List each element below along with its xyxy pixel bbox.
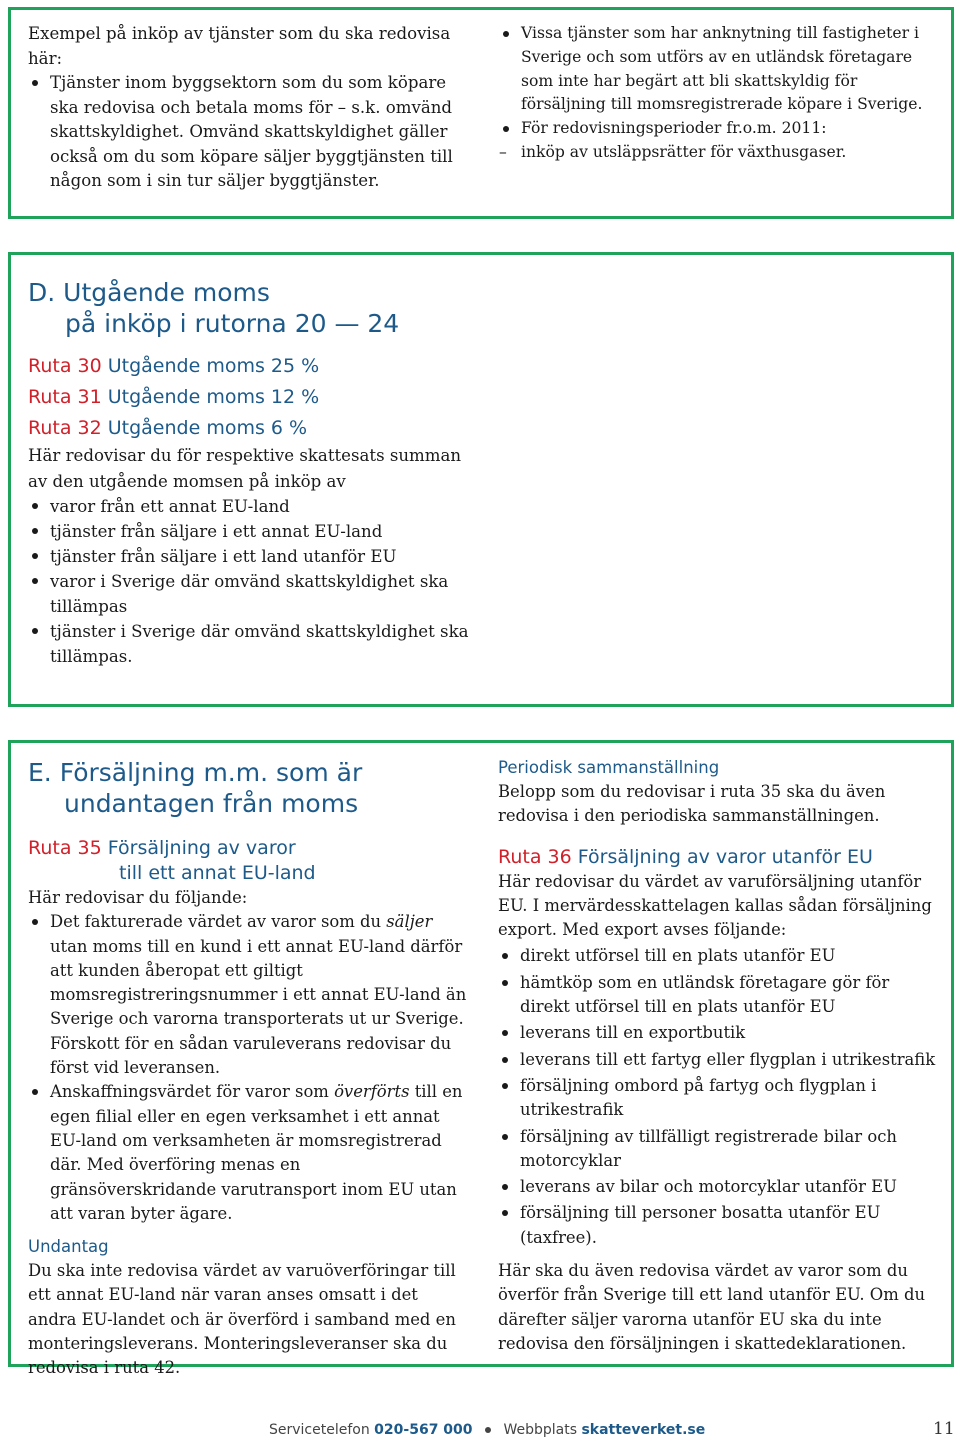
ruta-label: Utgående moms 25 %: [107, 355, 320, 377]
separator-dot-icon: [485, 1427, 491, 1433]
list-item: leverans av bilar och motorcyklar utanför EU: [498, 1175, 943, 1199]
examples-list: [28, 71, 468, 194]
dash-item: – inköp av utsläppsrätter för växthusgaser.: [499, 141, 944, 165]
ruta-number: Ruta 30: [28, 355, 102, 377]
ruta-label: Utgående moms 12 %: [107, 386, 320, 408]
examples-left-column: [28, 22, 468, 194]
section-letter: D.: [28, 278, 56, 307]
list-item: försäljning ombord på fartyg och flygplan i utrikestrafik: [498, 1074, 943, 1123]
section-letter: E.: [28, 758, 52, 787]
item-text: Det fakturerade värdet av varor som du: [50, 912, 387, 932]
list-item: varor i Sverige där omvänd skattskyldighet ska tillämpas: [28, 569, 478, 619]
section-d-title: [28, 277, 478, 339]
ruta-35-heading: [28, 836, 468, 886]
list-item: tjänster i Sverige där omvänd skattskyldighet ska tillämpas.: [28, 619, 478, 669]
ruta-31-heading: [28, 385, 478, 410]
page-number: 11: [933, 1419, 955, 1439]
list-item: [28, 1080, 468, 1226]
list-item: direkt utförsel till en plats utanför EU: [498, 944, 943, 968]
list-item: Vissa tjänster som har anknytning till fastigheter i Sverige och som utförs av en utländsk företagare som inte har begärt att bli skattskyldig för försäljning till momsregistrerade köpare i Sverige.: [499, 22, 944, 117]
section-d-intro: Här redovisar du för respektive skattesats summan av den utgående momsen på inköp av: [28, 446, 462, 491]
closing-text: Här ska du även redovisa värdet av varor som du överför från Sverige till ett land utanför EU. Om du därefter säljer varorna utanför EU ska du inte redovisa den försäljningen i skattedeklarationen.: [498, 1261, 926, 1353]
ruta-30-heading: [28, 354, 478, 379]
examples-intro: Exempel på inköp av tjänster som du ska redovisa här:: [28, 24, 451, 68]
item-text: till en egen filial eller en egen verksamhet i ett annat EU-land om verksamheten är momsregistrerad där. Med överföring menas en gränsöverskridande varutransport inom EU utan att varan byter ägare.: [50, 1082, 463, 1223]
section-e-right-column: [498, 756, 943, 1356]
section-title-line1: Försäljning m.m. som är: [59, 758, 363, 787]
item-text: Anskaffningsvärdet för varor som: [50, 1082, 335, 1102]
list-item: leverans till en exportbutik: [498, 1021, 943, 1045]
periodisk-text: Belopp som du redovisar i ruta 35 ska du även redovisa i den periodiska sammanställningen.: [498, 782, 886, 826]
ruta-label: till ett annat EU-land: [119, 862, 316, 884]
section-e-box: [8, 740, 954, 1378]
list-item: försäljning av tillfälligt registrerade bilar och motorcyklar: [498, 1125, 943, 1174]
list-item: leverans till ett fartyg eller flygplan i utrikestrafik: [498, 1048, 943, 1072]
item-emphasis: överförts: [334, 1082, 410, 1102]
service-label: Servicetelefon: [269, 1422, 370, 1438]
item-text: utan moms till en kund i ett annat EU-land därför att kunden åberopat ett giltigt momsregistreringsnummer i ett annat EU-land än Sverige och varorna transporterats ut ur Sverige. Förskott för en sådan varuleverans redovisar du först vid leveransen.: [50, 936, 467, 1078]
ruta-36-heading: [498, 845, 943, 870]
ruta-number: Ruta 32: [28, 417, 102, 439]
periodisk-heading: Periodisk sammanställning: [498, 758, 720, 777]
ruta-number: Ruta 35: [28, 837, 102, 859]
footer-contact: [269, 1422, 705, 1438]
web-site-link[interactable]: skatteverket.se: [581, 1422, 706, 1438]
item-emphasis: säljer: [386, 912, 433, 932]
list-item: [28, 910, 468, 1080]
list-item: För redovisningsperioder fr.o.m. 2011:: [499, 117, 944, 141]
ruta-number: Ruta 31: [28, 386, 102, 408]
ruta-label: Försäljning av varor: [107, 837, 296, 859]
ruta-number: Ruta 36: [498, 845, 572, 868]
list-item: försäljning till personer bosatta utanför EU (taxfree).: [498, 1201, 943, 1250]
ruta-36-intro: Här redovisar du värdet av varuförsäljning utanför EU. I mervärdesskattelagen kallas sådan försäljning export. Med export avses följande:: [498, 871, 932, 940]
examples-list-right: [499, 22, 944, 141]
section-title-line2: undantagen från moms: [64, 789, 359, 818]
ruta-32-heading: [28, 416, 478, 441]
section-d-content: [28, 277, 478, 669]
section-e-left-column: [28, 757, 468, 1381]
ruta-label: Utgående moms 6 %: [107, 417, 308, 439]
undantag-heading: Undantag: [28, 1237, 109, 1257]
export-list: [498, 944, 943, 1250]
undantag-text: Du ska inte redovisa värdet av varuöverföringar till ett annat EU-land när varan anses omsatt i det andra EU-landet och är överförd i samband med en monteringsleverans. Monteringsleveranser ska du redovisa i ruta 42.: [28, 1261, 456, 1378]
list-item: tjänster från säljare i ett annat EU-land: [28, 519, 478, 544]
ruta-label: Försäljning av varor utanför EU: [577, 845, 873, 868]
section-title-line1: Utgående moms: [63, 278, 270, 307]
page-footer: [0, 1419, 960, 1442]
list-item: hämtköp som en utländsk företagare gör för direkt utförsel till en plats utanför EU: [498, 971, 943, 1020]
section-e-list: [28, 910, 468, 1226]
list-item: varor från ett annat EU-land: [28, 494, 478, 519]
section-e-title: [28, 757, 468, 819]
examples-right-column: [499, 22, 944, 165]
web-label: Webbplats: [503, 1422, 577, 1438]
list-item: tjänster från säljare i ett land utanför EU: [28, 544, 478, 569]
section-d-box: [8, 252, 954, 707]
info-box-purchase-examples: [8, 7, 954, 219]
section-title-line2: på inköp i rutorna 20 — 24: [65, 309, 400, 338]
list-item: Tjänster inom byggsektorn som du som köpare ska redovisa och betala moms för – s.k. omvänd skattskyldighet. Omvänd skattskyldighet gäller också om du som köpare säljer byggtjänsten till någon som i sin tur säljer byggtjänster.: [28, 71, 468, 194]
section-d-list: [28, 494, 478, 669]
section-e-intro: Här redovisar du följande:: [28, 888, 248, 907]
service-number: 020-567 000: [374, 1422, 473, 1438]
